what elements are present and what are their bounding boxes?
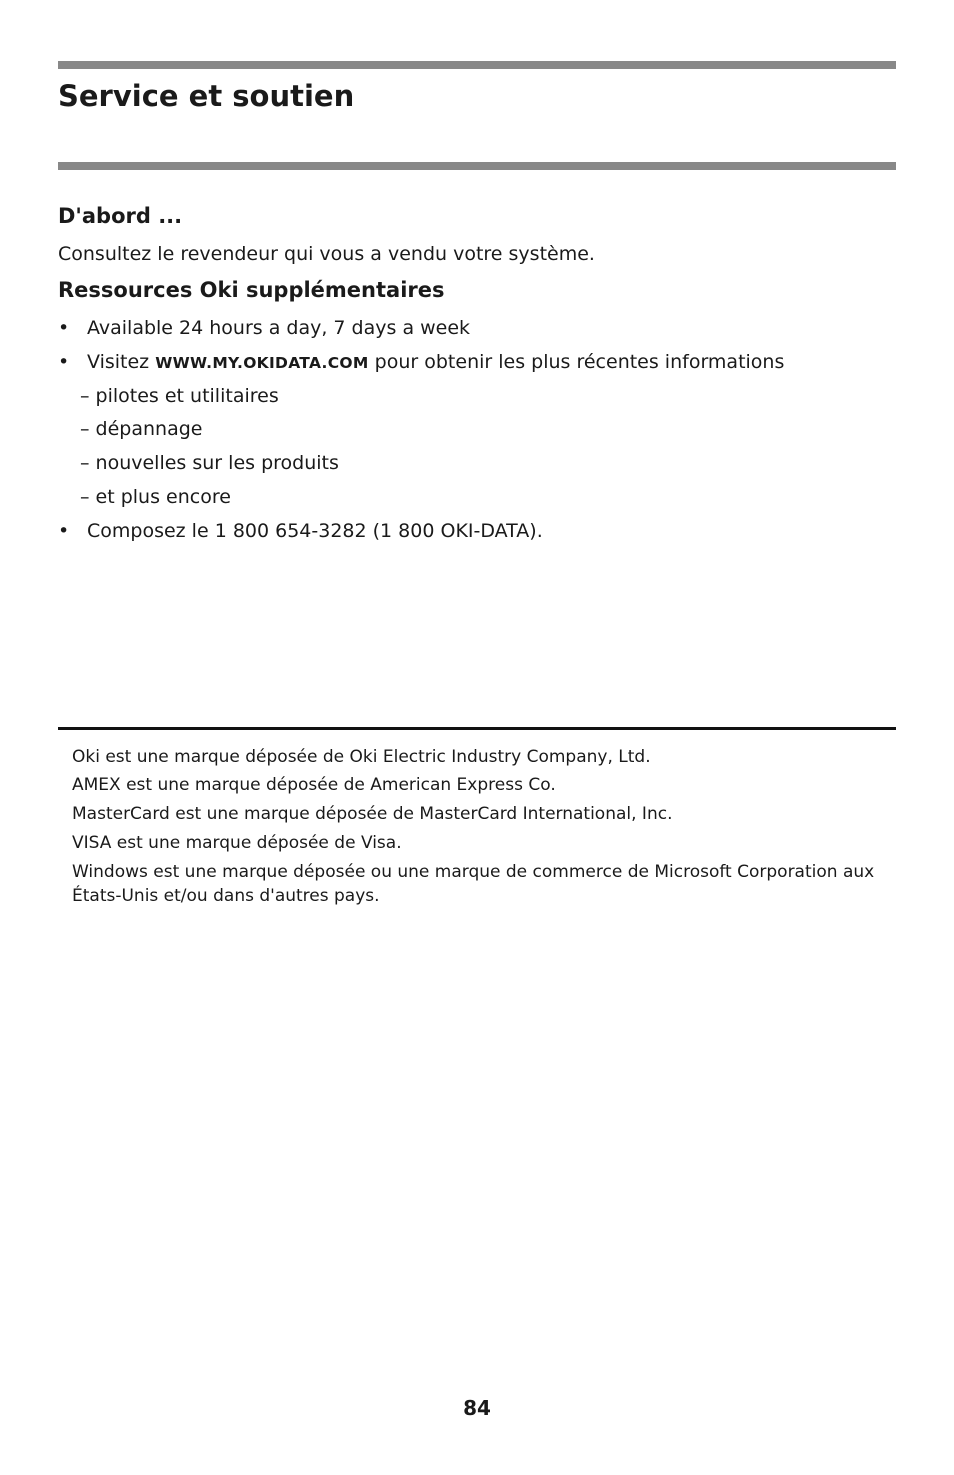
bullet-marker: • — [58, 351, 70, 373]
sub-item-drivers: – pilotes et utilitaires — [80, 385, 279, 407]
title-divider — [58, 162, 896, 170]
section-heading-resources: Ressources Oki supplémentaires — [58, 278, 445, 302]
bullet-marker: • — [58, 317, 70, 339]
section-text-first: Consultez le revendeur qui vous a vendu votre système. — [58, 243, 595, 265]
trademark-amex: AMEX est une marque déposée de American Express Co. — [72, 775, 556, 795]
page-number: 84 — [463, 1396, 491, 1420]
bullet-visit-suffix: pour obtenir les plus récentes informations — [374, 351, 785, 373]
trademark-oki: Oki est une marque déposée de Oki Electric Industry Company, Ltd. — [72, 747, 651, 767]
trademark-mastercard: MasterCard est une marque déposée de MasterCard International, Inc. — [72, 804, 673, 824]
bullet-visit-prefix: Visitez — [87, 351, 150, 373]
trademark-windows: Windows est une marque déposée ou une marque de commerce de Microsoft Corporation aux États-Unis et/ou dans d'autres pays. — [72, 862, 875, 906]
top-divider — [58, 61, 896, 69]
page-title: Service et soutien — [58, 79, 355, 113]
sub-item-product-news: – nouvelles sur les produits — [80, 452, 339, 474]
sub-item-troubleshooting: – dépannage — [80, 418, 203, 440]
bullet-marker: • — [58, 520, 70, 542]
section-heading-first: D'abord ... — [58, 204, 183, 228]
trademark-visa: VISA est une marque déposée de Visa. — [72, 833, 402, 853]
bullet-phone: Composez le 1 800 654-3282 (1 800 OKI-DATA). — [87, 520, 543, 542]
bullet-availability: Available 24 hours a day, 7 days a week — [87, 317, 471, 339]
bullet-visit — [87, 349, 784, 376]
website-link[interactable]: WWW.MY.OKIDATA.COM — [155, 354, 369, 372]
trademark-divider — [58, 727, 896, 730]
sub-item-more: – et plus encore — [80, 486, 231, 508]
